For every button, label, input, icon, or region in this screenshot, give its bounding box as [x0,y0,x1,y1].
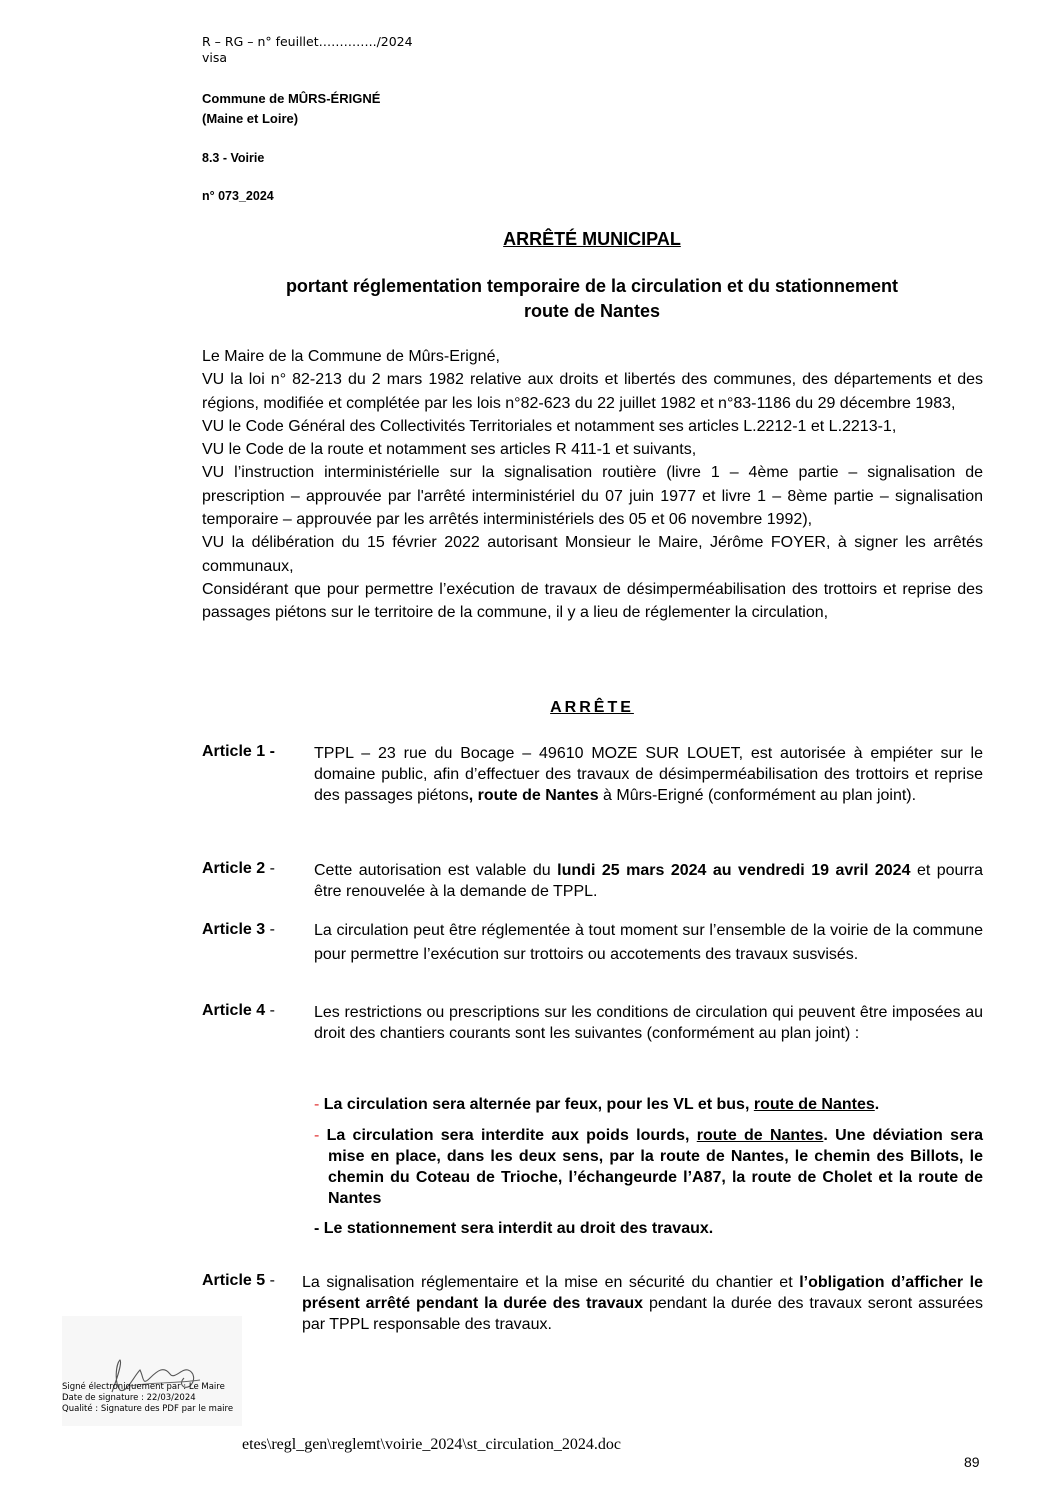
preamble-line: Considérant que pour permettre l’exécution de travaux de désimperméabilisation des trottoirs et reprise des passages piétons sur le territoire de la commune, il y a lieu de réglementer la circulation, [202,580,983,622]
decree-number: n° 073_2024 [202,189,274,203]
signature-signer: Signé électroniquement par : Le Maire [62,1382,225,1392]
register-line: R – RG – n° feuillet…………../2024 [202,34,413,49]
article-5-label: Article 5 - [202,1272,275,1289]
article-2-label: Article 2 - [202,860,275,877]
article-1-label: Article 1 - [202,743,275,760]
document-subtitle [0,274,1058,324]
preamble-line: VU la délibération du 15 février 2022 autorisant Monsieur le Maire, Jérôme FOYER, à signer les arrêtés communaux, [202,534,983,575]
subtitle-line-1: portant réglementation temporaire de la circulation et du stationnement [285,276,899,296]
article-1-text: TPPL – 23 rue du Bocage – 49610 MOZE SUR LOUET, est autorisée à empiéter sur le domaine public, afin d’effectuer des travaux de désimperméabilisation des trottoirs et reprise des passages piétons, route de Nantes à Mûrs-Erigné (conformément au plan joint). [314,745,983,804]
signature-info [62,1382,233,1415]
article-4-text: Les restrictions ou prescriptions sur les conditions de circulation qui peuvent être imposées au droit des chantiers courants sont les suivantes (conformément au plan joint) : [314,1004,983,1042]
subtitle-line-2: route de Nantes [523,301,661,321]
preamble-line: Le Maire de la Commune de Mûrs-Erigné, [202,348,500,365]
article-4-bullet-3: - Le stationnement sera interdit au droit des travaux. [314,1220,714,1237]
preamble-line: VU l’instruction interministérielle sur la signalisation routière (livre 1 – 4ème partie – signalisation de prescription – approuvée par l'arrêté interministériel du 07 juin 1977 et livre 1 – 8ème partie – signalisation temporaire – approuvée par les arrêtés interministériels des 05 et 06 novembre 1992), [202,464,983,529]
commune-name: Commune de MÛRS-ÉRIGNÉ [202,91,381,106]
article-4-label: Article 4 - [202,1002,275,1019]
signature-quality: Qualité : Signature des PDF par le maire [62,1404,234,1414]
department-name: (Maine et Loire) [202,111,299,126]
visa-label: visa [202,50,228,65]
document-title: ARRÊTÉ MUNICIPAL [503,229,681,249]
preamble-line: VU le Code Général des Collectivités Territoriales et notamment ses articles L.2212-1 et L.2213-1, [202,417,897,435]
preamble [202,345,983,625]
footer-file-path: etes\regl_gen\reglemt\voirie_2024\st_circulation_2024.doc [242,1436,622,1453]
article-5-text: La signalisation réglementaire et la mise en sécurité du chantier et l’obligation d’afficher le présent arrêté pendant la durée des travaux pendant la durée des travaux seront assurées par TPPL responsable des travaux. [302,1274,984,1333]
category-label: 8.3 - Voirie [202,151,265,165]
signature-date: Date de signature : 22/03/2024 [62,1393,196,1403]
arrete-heading: ARRÊTE [550,699,634,716]
article-3-text: La circulation peut être réglementée à tout moment sur l’ensemble de la voirie de la commune pour permettre l’exécution sur trottoirs ou accotements des travaux susvisés. [314,922,983,963]
preamble-line: VU la loi n° 82-213 du 2 mars 1982 relative aux droits et libertés des communes, des départements et des régions, modifiée et complétée par les lois n°82-623 du 22 juillet 1982 et n°83-1186 du 29 décembre 1983, [202,371,983,412]
article-4-bullet-2: - La circulation sera interdite aux poids lourds, route de Nantes. Une déviation sera mise en place, dans les deux sens, par la route de Nantes, le chemin des Billots, le chemin du Coteau de Trioche, l’échangeurde l’A87, la route de Cholet et la route de Nantes [314,1127,984,1207]
preamble-line: VU le Code de la route et notamment ses articles R 411-1 et suivants, [202,441,697,459]
page-number: 89 [964,1454,980,1470]
article-4-bullet-1: - La circulation sera alternée par feux, pour les VL et bus, route de Nantes. [314,1096,880,1113]
article-2-text: Cette autorisation est valable du lundi 25 mars 2024 au vendredi 19 avril 2024 et pourra être renouvelée à la demande de TPPL. [314,862,984,900]
article-3-label: Article 3 - [202,921,275,938]
